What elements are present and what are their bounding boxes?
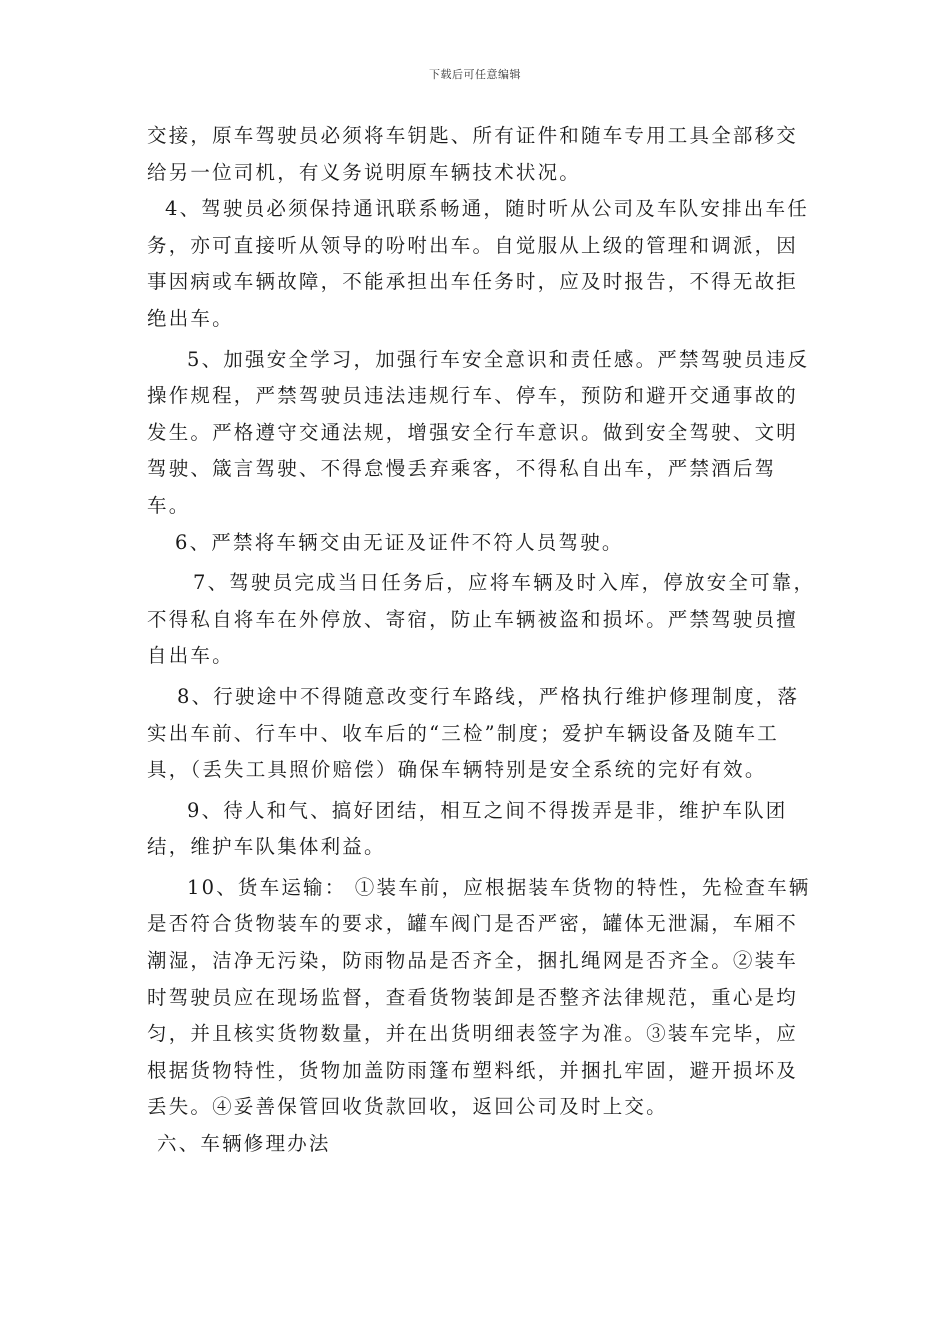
paragraph-rule-6: 6、严禁将车辆交由无证及证件不符人员驾驶。 (175, 530, 624, 554)
paragraph-handover: 交接，原车驾驶员必须将车钥匙、所有证件和随车专用工具全部移交给另一位司机，有义务说明原车辆技术状况。 (147, 124, 799, 184)
paragraph-rule-8: 8、行驶途中不得随意改变行车路线，严格执行维护修理制度，落实出车前、行车中、收车后的“三检”制度；爱护车辆设备及随车工具，（丢失工具照价赔偿）确保车辆特别是安全系统的完好有效。 (147, 684, 800, 782)
section-heading: 六、车辆修理办法 (157, 1132, 331, 1156)
document-body (147, 118, 819, 1163)
paragraph-rule-4: 4、驾驶员必须保持通讯联系畅通，随时听从公司及车队安排出车任务，亦可直接听从领导的吩咐出车。自觉服从上级的管理和调派，因事因病或车辆故障，不能承担出车任务时，应及时报告，不得无故拒绝出车。 (147, 197, 809, 330)
paragraph-rule-5: 5、加强安全学习，加强行车安全意识和责任感。严禁驾驶员违反操作规程，严禁驾驶员违法违规行车、停车，预防和避开交通事故的发生。严格遵守交通法规，增强安全行车意识。做到安全驾驶、文明驾驶、箴言驾驶、不得怠慢丢弃乘客，不得私自出车，严禁酒后驾车。 (147, 347, 810, 517)
header-note: 下载后可任意编辑 (429, 68, 521, 81)
paragraph-rule-9: 9、待人和气、搞好团结，相互之间不得拨弄是非，维护车队团结，维护车队集体利益。 (147, 798, 788, 859)
paragraph-rule-10: 10、货车运输： ①装车前，应根据装车货物的特性，先检查车辆是否符合货物装车的要求，罐车阀门是否严密，罐体无泄漏，车厢不潮湿，洁净无污染，防雨物品是否齐全，捆扎绳网是否齐全。②装车时驾驶员应在现场监督，查看货物装卸是否整齐法律规范，重心是均匀，并且核实货物数量，并在出货明细表签字为准。③装车完毕，应根据货物特性，货物加盖防雨篷布塑料纸，并捆扎牢固，避开损坏及丢失。④妥善保管回收货款回收，返回公司及时上交。 (147, 875, 811, 1119)
paragraph-rule-7: 7、驾驶员完成当日任务后，应将车辆及时入库，停放安全可靠，不得私自将车在外停放、寄宿，防止车辆被盗和损坏。严禁驾驶员擅自出车。 (147, 571, 816, 668)
